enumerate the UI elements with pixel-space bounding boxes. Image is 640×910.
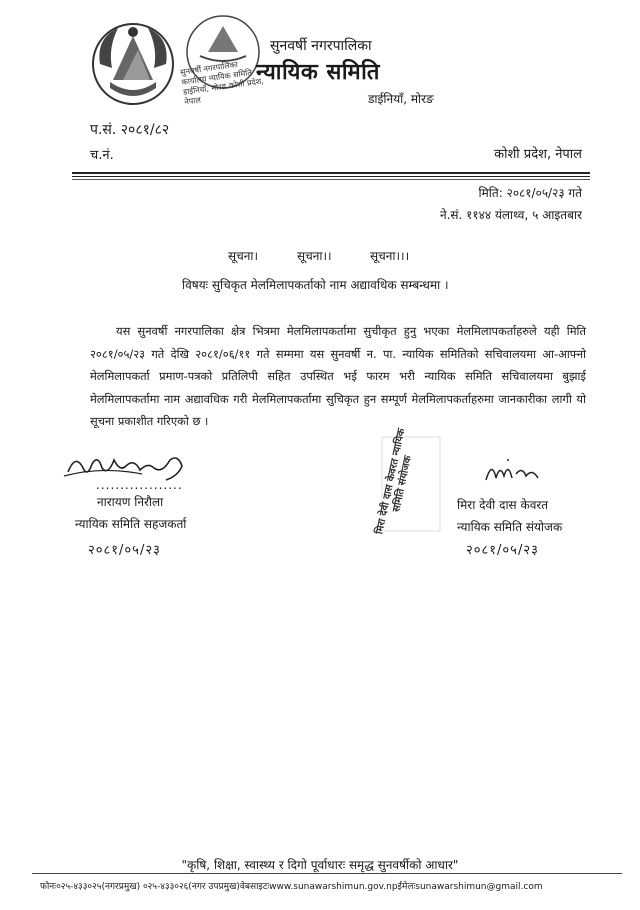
header-divider: [72, 176, 590, 177]
dispatch-number: च.नं.: [90, 148, 114, 163]
signatory-title: न्यायिक समिति संयोजक: [457, 520, 563, 534]
header-divider: [72, 172, 590, 174]
signatory-title: न्यायिक समिति सहजकर्ता: [75, 517, 187, 531]
seal-text: सुनवर्षी नगरपालिका कार्यालय न्यायिक समिति डाईनियाँ, मोरङ कोशी प्रदेश, नेपाल: [179, 59, 265, 107]
office-location: डाईनियाँ, मोरङ: [368, 92, 434, 106]
signature-line: ..................: [96, 478, 183, 492]
signatory-name: मिरा देवी दास केवरत: [457, 498, 549, 512]
province-label: कोशी प्रदेश, नेपाल: [494, 147, 582, 162]
nepal-sambat-date: ने.सं. ११४४ यंलाथ्व, ५ आइतबार: [439, 208, 582, 222]
signature-date: २०८१/०५/२३: [88, 543, 161, 558]
header-divider: [72, 179, 590, 180]
letter-reference-number: प.सं. २०८१/८२: [90, 122, 170, 138]
footer-divider: [32, 873, 622, 874]
notice-heading: सूचना।: [228, 249, 259, 263]
letter-date: मिति: २०८१/०५/२३ गते: [478, 186, 582, 200]
notice-heading: सूचना।।: [297, 249, 332, 263]
footer-motto: "कृषि, शिक्षा, स्वास्थ्य र दिगो पूर्वाधारः समृद्ध सुनवर्षीको आधार": [181, 858, 459, 872]
nepal-emblem-logo: [88, 18, 178, 108]
committee-title: न्यायिक समिति: [256, 60, 380, 85]
footer-contact: फोनः०२५-४३३०२५(नगरप्रमुख) ०२५-४३३०२६(नगर उपप्रमुख)वेबसाइटःwww.sunawarshimun.gov.npईमेलःsunawarshimun@gmail.com: [40, 882, 543, 892]
letter-body: यस सुनवर्षी नगरपालिका क्षेत्र भित्रमा मेलमिलापकर्तामा सुचीकृत हुनु भएका मेलमिलापकर्ताहरुले यही मिति २०८१/०५/२३ गते देखि २०८१/०६/११ गते सम्ममा यस सुनवर्षी न. पा. न्यायिक समितिको सचिवालयमा आ-आफ्नो मेलमिलापकर्ता प्रमाण-पत्रको प्रतिलिपी सहित उपस्थित भई फारम भरी न्यायिक समिति सचिवालयमा बुझाई मेलमिलापकर्तामा नाम अद्यावधिक गरी मेलमिलापकर्तामा सुचिकृत हुन सम्पूर्ण मेलमिलापकर्ताहरुमा जानकारीका लागी यो सूचना प्रकाशीत गरिएको छ ।: [90, 324, 586, 429]
notice-heading: सूचना।।।: [370, 249, 410, 263]
signatory-name: नारायण निरौला: [97, 495, 164, 509]
signature-date: २०८१/०५/२३: [466, 543, 539, 558]
municipality-name: सुनवर्षी नगरपालिका: [270, 38, 372, 54]
letter-subject: विषयः सुचिकृत मेलमिलापकर्ताको नाम अद्यावधिक सम्बन्धमा ।: [182, 278, 449, 292]
signature-mira: [482, 456, 542, 486]
stamp-text: मिरा देवी दास केवरत न्यायिक समिति संयोजक: [374, 427, 414, 536]
